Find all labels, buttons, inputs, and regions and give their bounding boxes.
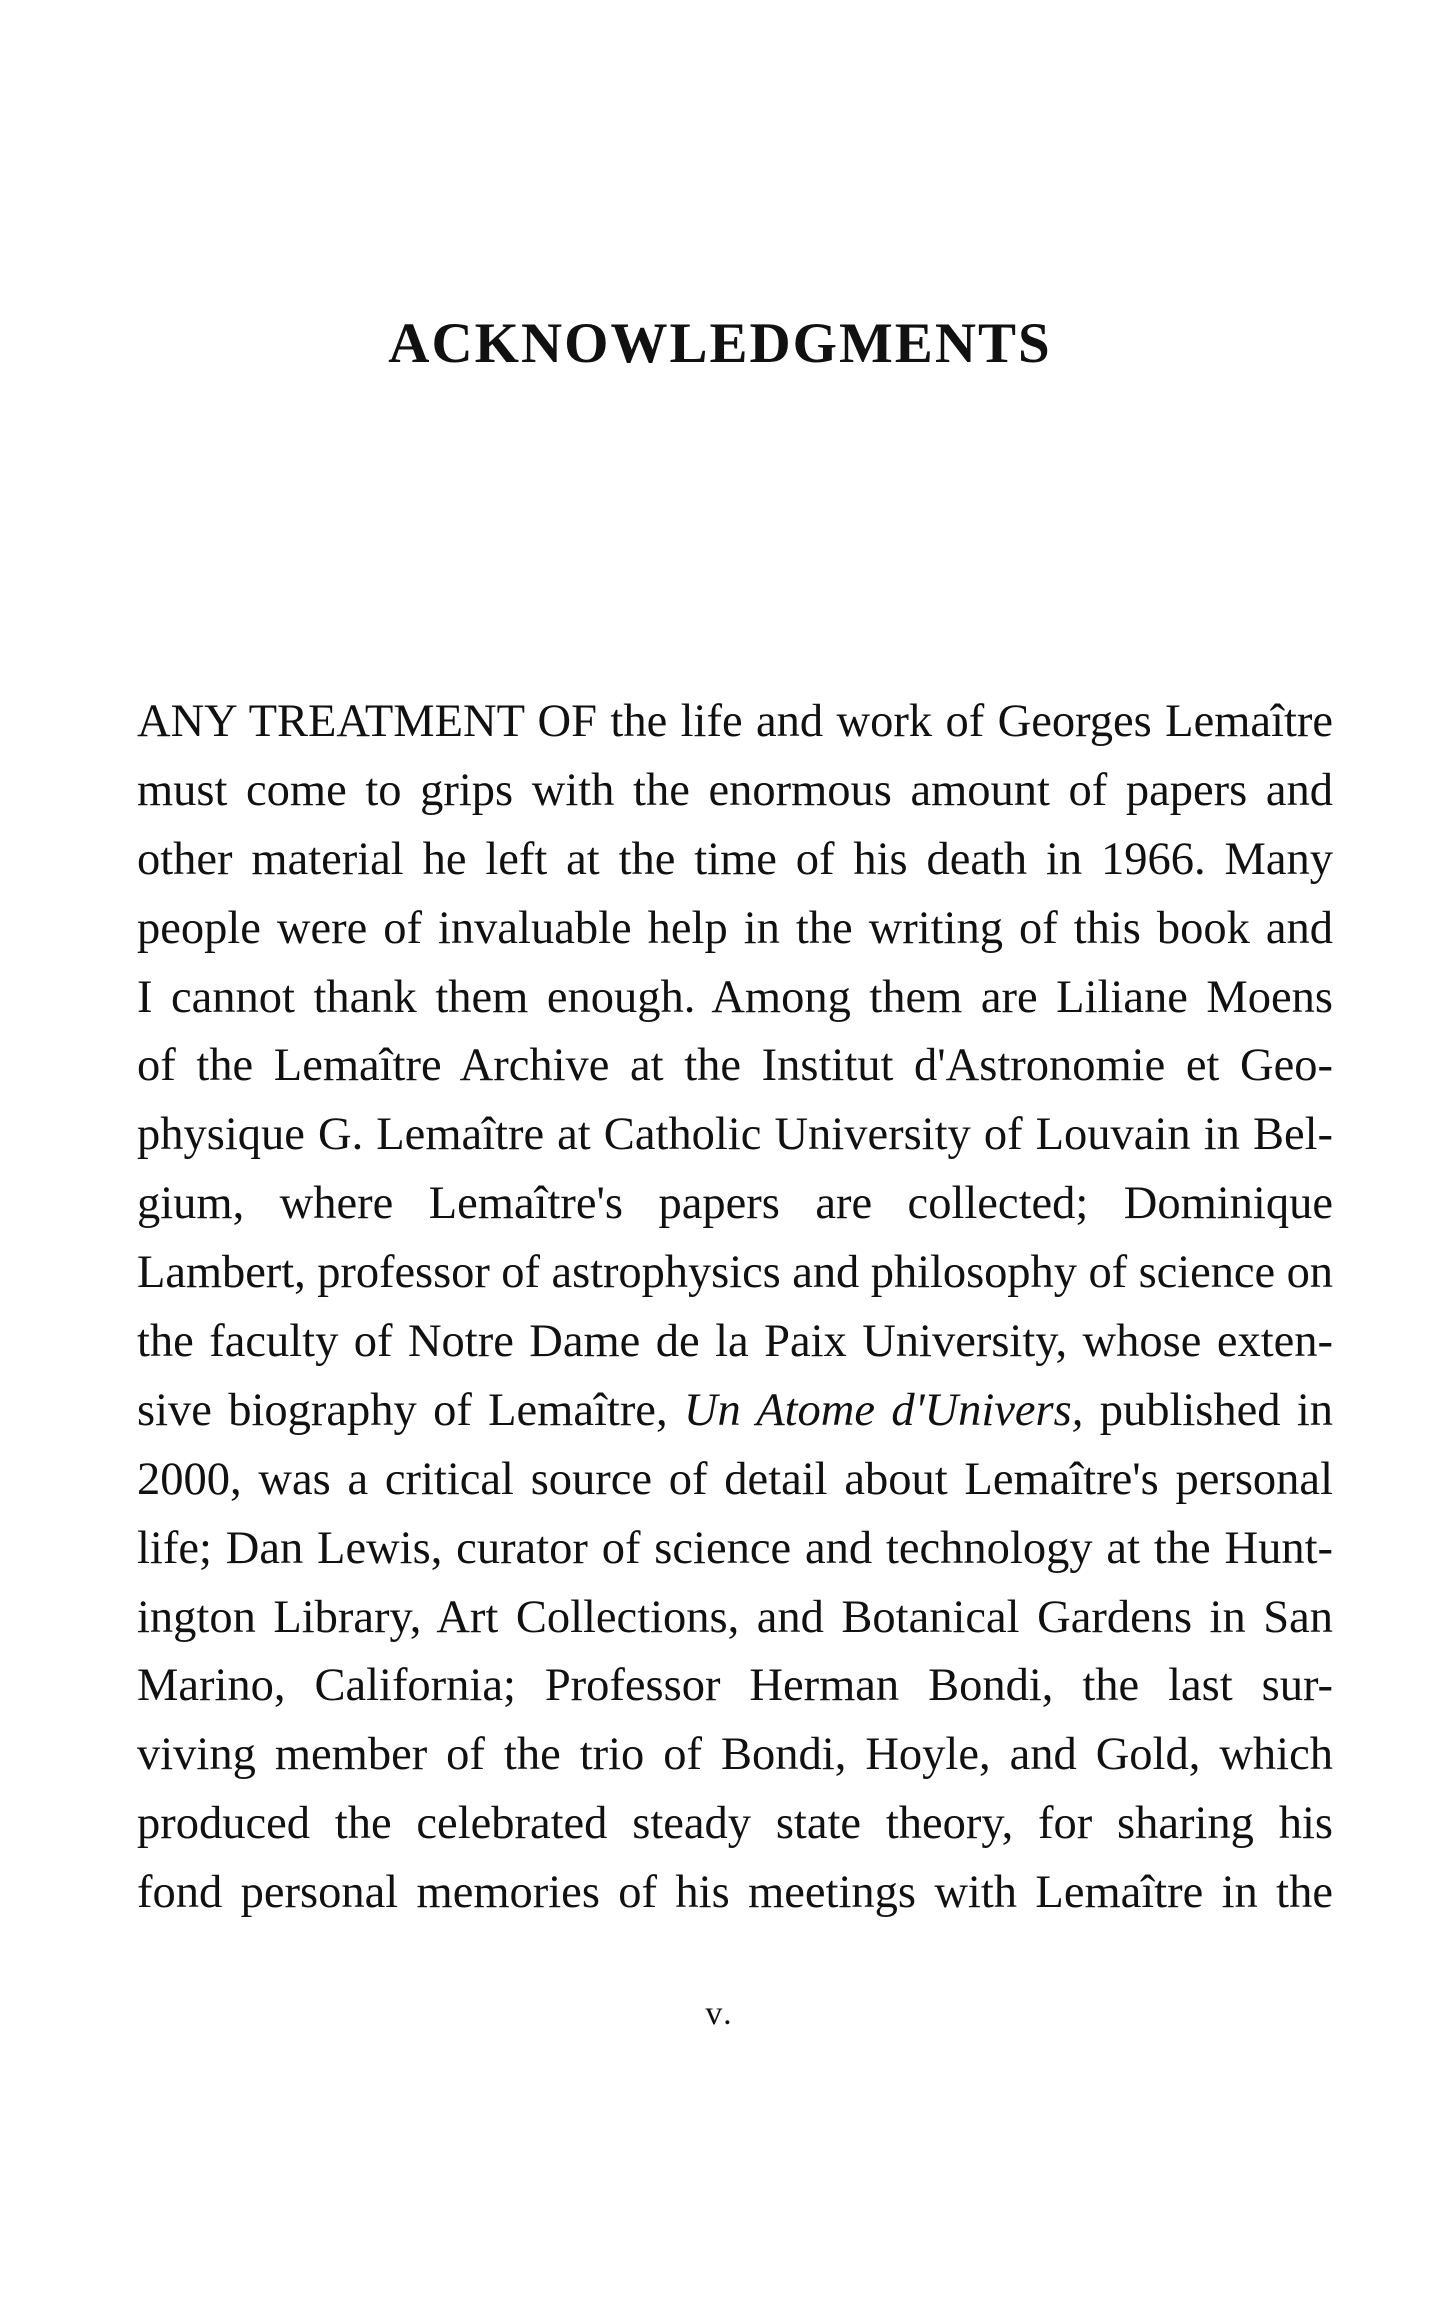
acknowledgments-body <box>137 688 1333 1928</box>
body-line: other material he left at the time of his death in 1966. Many <box>137 833 1333 885</box>
body-line: Lambert, professor of astrophysics and philosophy of science on <box>137 1247 1333 1299</box>
book-title-italic: Un Atome d'Univers, <box>683 1384 1084 1436</box>
body-line: physique G. Lemaître at Catholic University of Louvain in Bel- <box>137 1109 1333 1161</box>
page-title: ACKNOWLEDGMENTS <box>388 312 1052 375</box>
body-line: must come to grips with the enormous amount of papers and <box>137 764 1333 816</box>
body-line: viving member of the trio of Bondi, Hoyle, and Gold, which <box>137 1729 1333 1781</box>
body-line-with-title <box>137 1377 1333 1446</box>
body-line: fond personal memories of his meetings with Lemaître in the <box>137 1867 1333 1919</box>
body-line: 2000, was a critical source of detail about Lemaître's personal <box>137 1453 1333 1505</box>
body-line-head: sive biography of Lemaître, <box>137 1384 668 1436</box>
body-line: ington Library, Art Collections, and Botanical Gardens in San <box>137 1591 1333 1643</box>
body-line: gium, where Lemaître's papers are collected; Dominique <box>137 1178 1333 1230</box>
body-line: people were of invaluable help in the writing of this book and <box>137 902 1333 954</box>
page-number: v. <box>705 1995 735 2032</box>
body-line: I cannot thank them enough. Among them are Liliane Moens <box>137 971 1333 1023</box>
body-line-tail: published in <box>1099 1384 1334 1436</box>
body-line: the faculty of Notre Dame de la Paix University, whose exten- <box>137 1316 1333 1368</box>
body-line: ANY TREATMENT OF the life and work of Georges Lemaître <box>137 696 1333 747</box>
body-line: produced the celebrated steady state theory, for sharing his <box>137 1798 1333 1850</box>
body-line: of the Lemaître Archive at the Institut d'Astronomie et Geo- <box>137 1040 1333 1092</box>
body-line: life; Dan Lewis, curator of science and technology at the Hunt- <box>137 1522 1333 1574</box>
body-line: Marino, California; Professor Herman Bondi, the last sur- <box>137 1660 1333 1712</box>
